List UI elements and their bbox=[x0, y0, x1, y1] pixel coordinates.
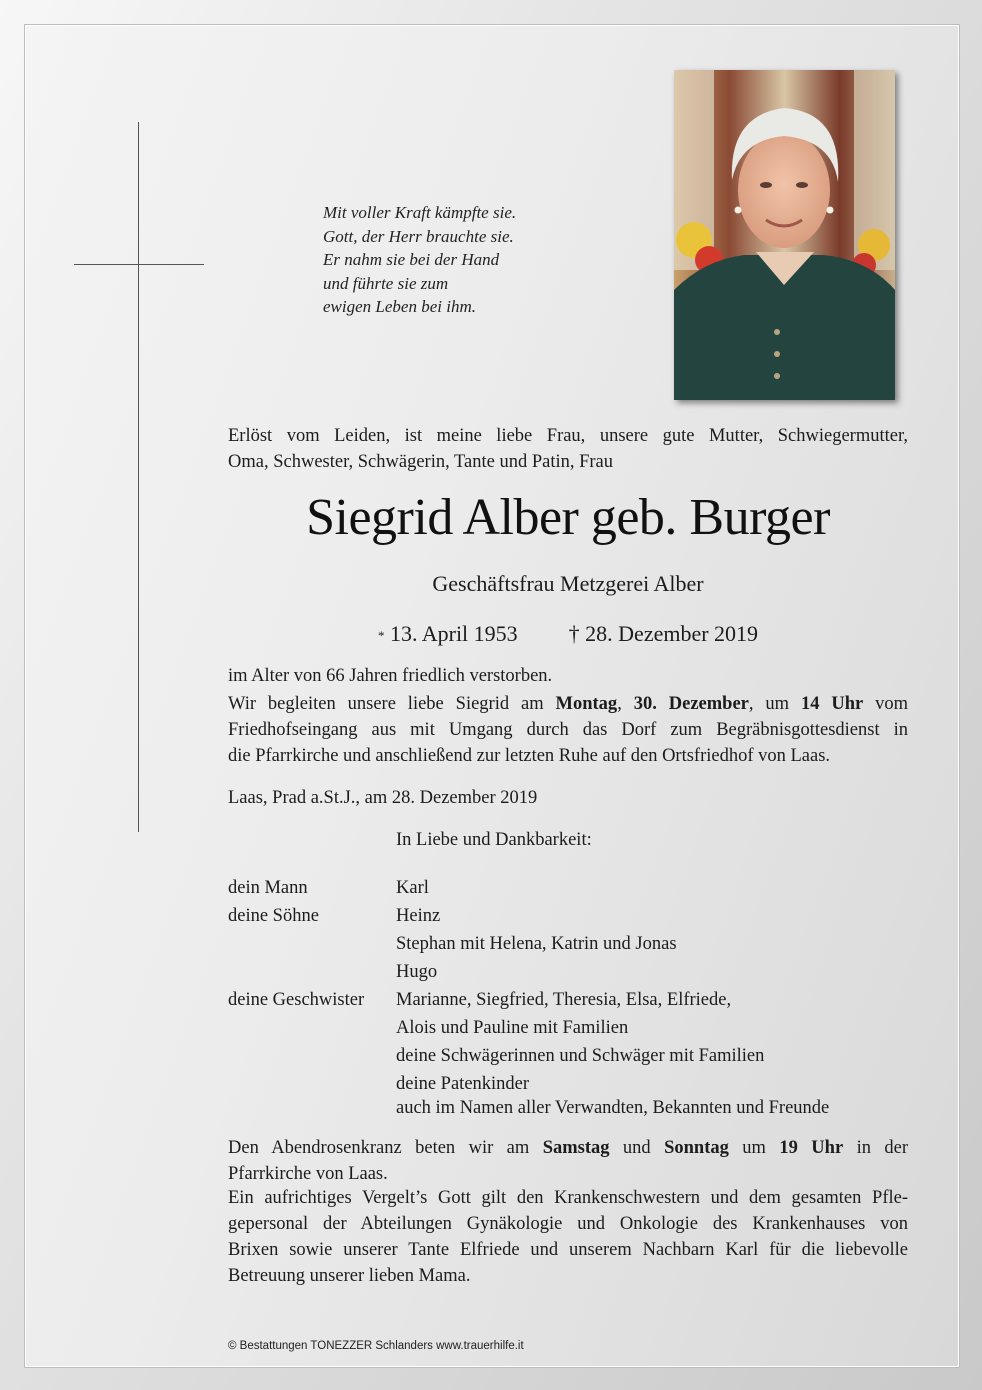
deceased-name: Siegrid Alber geb. Burger bbox=[306, 489, 830, 546]
verse-line: Mit voller Kraft kämpfte sie. bbox=[323, 203, 517, 222]
death-symbol: † bbox=[568, 621, 580, 646]
verse-line: Er nahm sie bei der Hand bbox=[323, 250, 500, 269]
funeral-date: 30. Dezember bbox=[633, 694, 749, 714]
verse-line: ewigen Leben bei ihm. bbox=[323, 297, 476, 316]
mourner-name: Marianne, Siegfried, Theresia, Elsa, Elfriede, bbox=[396, 990, 732, 1010]
funeral-day: Montag bbox=[555, 694, 618, 714]
funeral-line-2: Friedhofseingang aus mit Umgang durch das Dorf zum Begräbnisgottesdienst in bbox=[228, 720, 908, 740]
born-symbol: * bbox=[377, 628, 385, 643]
mourner-name: Heinz bbox=[396, 906, 441, 926]
thanks-line: gepersonal der Abteilungen Gynäkologie und Onkologie des Krankenhauses von bbox=[228, 1214, 908, 1234]
age-text: im Alter von 66 Jahren friedlich verstorben. bbox=[228, 666, 553, 686]
thanks-line: Betreuung unserer lieben Mama. bbox=[228, 1266, 471, 1286]
cross-horizontal-bar bbox=[74, 264, 204, 265]
mourner-name: deine Schwägerinnen und Schwäger mit Familien bbox=[396, 1046, 765, 1066]
mourner-name: Karl bbox=[396, 878, 429, 898]
thanks-line: Ein aufrichtiges Vergelt’s Gott gilt den Krankenschwestern und dem gesamten Pfle- bbox=[228, 1188, 908, 1208]
portrait-photo bbox=[674, 70, 895, 400]
place-date: Laas, Prad a.St.J., am 28. Dezember 2019 bbox=[228, 788, 538, 808]
profession: Geschäftsfrau Metzgerei Alber bbox=[432, 571, 704, 596]
mourner-name: Hugo bbox=[396, 962, 438, 982]
memorial-verse bbox=[323, 201, 613, 319]
rosary-day-1: Samstag bbox=[542, 1138, 610, 1158]
verse-line: Gott, der Herr brauchte sie. bbox=[323, 226, 514, 246]
death-date: 28. Dezember 2019 bbox=[585, 621, 759, 646]
mourner-name: auch im Namen aller Verwandten, Bekannten und Freunde bbox=[396, 1098, 830, 1118]
life-dates bbox=[228, 618, 908, 650]
mourner-name: deine Patenkinder bbox=[396, 1074, 530, 1094]
cross-vertical-bar bbox=[138, 122, 139, 832]
rosary-line-2: Pfarrkirche von Laas. bbox=[228, 1164, 388, 1184]
footer-credit: © Bestattungen TONEZZER Schlanders www.trauerhilfe.it bbox=[228, 1340, 524, 1352]
intro-line-1: Erlöst vom Leiden, ist meine liebe Frau, unsere gute Mutter, Schwiegermutter, bbox=[228, 426, 908, 446]
mourner-relation: deine Söhne bbox=[228, 906, 319, 926]
rosary-line-1: Den Abendrosenkranz beten wir am Samstag und Sonntag um 19 Uhr in der bbox=[228, 1138, 909, 1158]
mourner-relation: deine Geschwister bbox=[228, 990, 365, 1010]
funeral-line-3: die Pfarrkirche und anschließend zur letzten Ruhe auf den Ortsfriedhof von Laas. bbox=[228, 746, 831, 766]
verse-line: und führte sie zum bbox=[323, 273, 449, 293]
mourner-name: Alois und Pauline mit Familien bbox=[396, 1018, 629, 1038]
mourner-relation: dein Mann bbox=[228, 878, 308, 898]
birth-date: 13. April 1953 bbox=[389, 621, 518, 646]
thanks-line: Brixen sowie unserer Tante Elfriede und unserem Nachbarn Karl für die liebevolle bbox=[228, 1240, 908, 1260]
gratitude-heading: In Liebe und Dankbarkeit: bbox=[396, 830, 592, 850]
rosary-time: 19 Uhr bbox=[779, 1138, 844, 1158]
funeral-line-1: Wir begleiten unsere liebe Siegrid am Montag, 30. Dezember, um 14 Uhr vom bbox=[228, 694, 909, 714]
intro-line-2: Oma, Schwester, Schwägerin, Tante und Patin, Frau bbox=[228, 452, 614, 472]
rosary-day-2: Sonntag bbox=[664, 1138, 729, 1158]
funeral-time: 14 Uhr bbox=[800, 694, 864, 714]
mourner-name: Stephan mit Helena, Katrin und Jonas bbox=[396, 934, 677, 954]
